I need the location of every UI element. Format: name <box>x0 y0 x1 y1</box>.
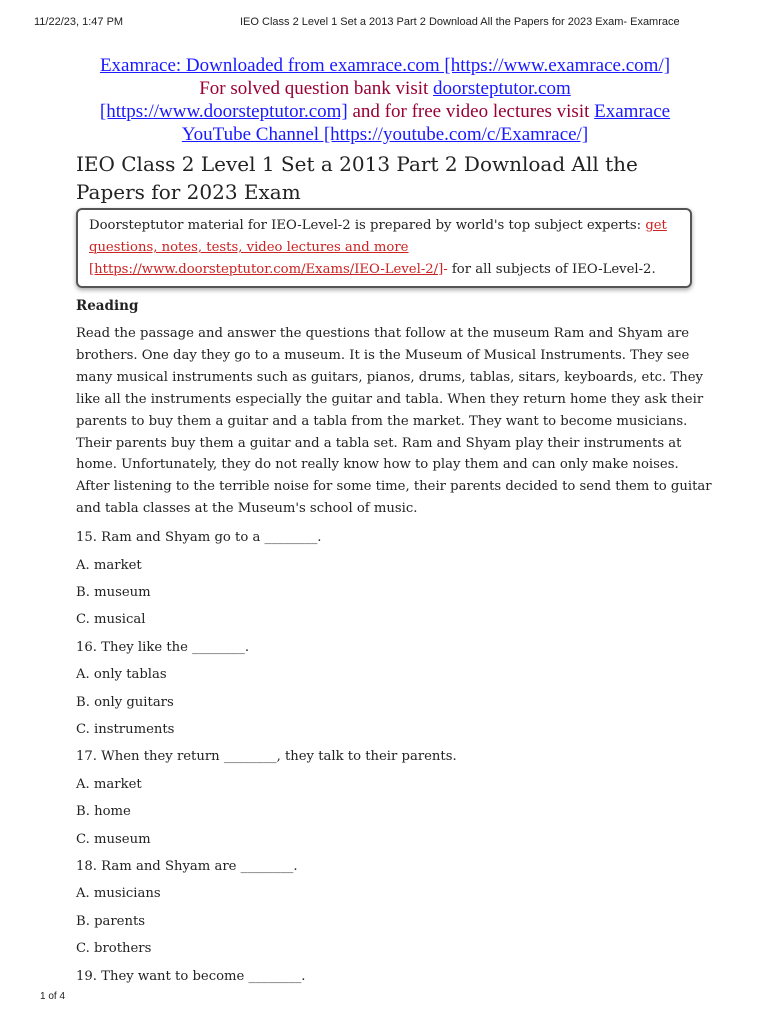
callout-suffix: for all subjects of IEO-Level-2. <box>447 262 656 277</box>
option-16-a: A. only tablas <box>76 667 167 683</box>
section-heading: Reading <box>76 298 139 314</box>
page-counter: 1 of 4 <box>40 991 66 1002</box>
doorsteptutor-url-link[interactable]: [https://www.doorsteptutor.com] <box>99 101 348 122</box>
option-15-a: A. market <box>76 557 142 573</box>
reading-passage: Read the passage and answer the questions that follow at the museum Ram and Shyam are brothers. One day they go to a museum. It is the Museum of Musical Instruments. They see many musical instruments such as guitars, pianos, drums, tablas, sitars, keyboards, etc. They like all the instruments especially the guitar and tabla. When they return home they ask their parents to buy them a guitar and a tabla from the market. They want to become musicians. Their parents buy them a guitar and a tabla set. Ram and Shyam play their instruments at home. Unfortunately, they do not really know how to play them and can only make noises. After listening to the terrible noise for some time, their parents decided to send them to guitar and tabla classes at the Museum's school of music. <box>76 326 712 517</box>
option-17-c: C. museum <box>76 831 151 847</box>
callout-prefix: Doorsteptutor material for IEO-Level-2 is prepared by world's top subject experts: <box>89 218 646 233</box>
doorsteptutor-link[interactable]: doorsteptutor.com <box>433 78 571 99</box>
page-title: IEO Class 2 Level 1 Set a 2013 Part 2 Download All the Papers for 2023 Exam <box>76 152 638 204</box>
banner-text-solved: For solved question bank visit <box>199 78 434 99</box>
examrace-link[interactable]: Examrace: Downloaded from examrace.com [https://www.examrace.com/] <box>99 55 671 76</box>
question-16: 16. They like the ________. <box>76 639 250 655</box>
promo-callout <box>76 208 692 288</box>
option-17-a: A. market <box>76 776 142 792</box>
question-15: 15. Ram and Shyam go to a ________. <box>76 530 322 546</box>
option-18-c: C. brothers <box>76 941 152 957</box>
print-datetime: 11/22/23, 1:47 PM <box>34 16 124 28</box>
option-18-a: A. musicians <box>76 886 161 902</box>
question-19: 19. They want to become ________. <box>76 968 306 984</box>
option-18-b: B. parents <box>76 913 146 929</box>
callout-dash: - <box>443 262 448 277</box>
question-18: 18. Ram and Shyam are ________. <box>76 859 298 875</box>
option-17-b: B. home <box>76 804 131 820</box>
option-16-c: C. instruments <box>76 722 175 737</box>
source-banner <box>60 54 710 146</box>
examrace-youtube-link[interactable]: Examrace <box>594 101 671 122</box>
banner-text-video: and for free video lectures visit <box>347 101 595 122</box>
question-17: 17. When they return ________, they talk to their parents. <box>76 749 457 765</box>
option-16-b: B. only guitars <box>76 694 174 710</box>
callout-link[interactable]: get questions, notes, tests, video lectures and more [https://www.doorsteptutor.com/Exams/IEO-Level-2/] <box>89 218 667 277</box>
option-15-b: B. museum <box>76 584 151 600</box>
option-15-c: C. musical <box>76 612 146 628</box>
main-content <box>76 295 716 990</box>
print-page-title: IEO Class 2 Level 1 Set a 2013 Part 2 Download All the Papers for 2023 Exam- Examrace <box>240 16 680 28</box>
youtube-channel-link[interactable]: YouTube Channel [https://youtube.com/c/Examrace/] <box>181 124 589 145</box>
